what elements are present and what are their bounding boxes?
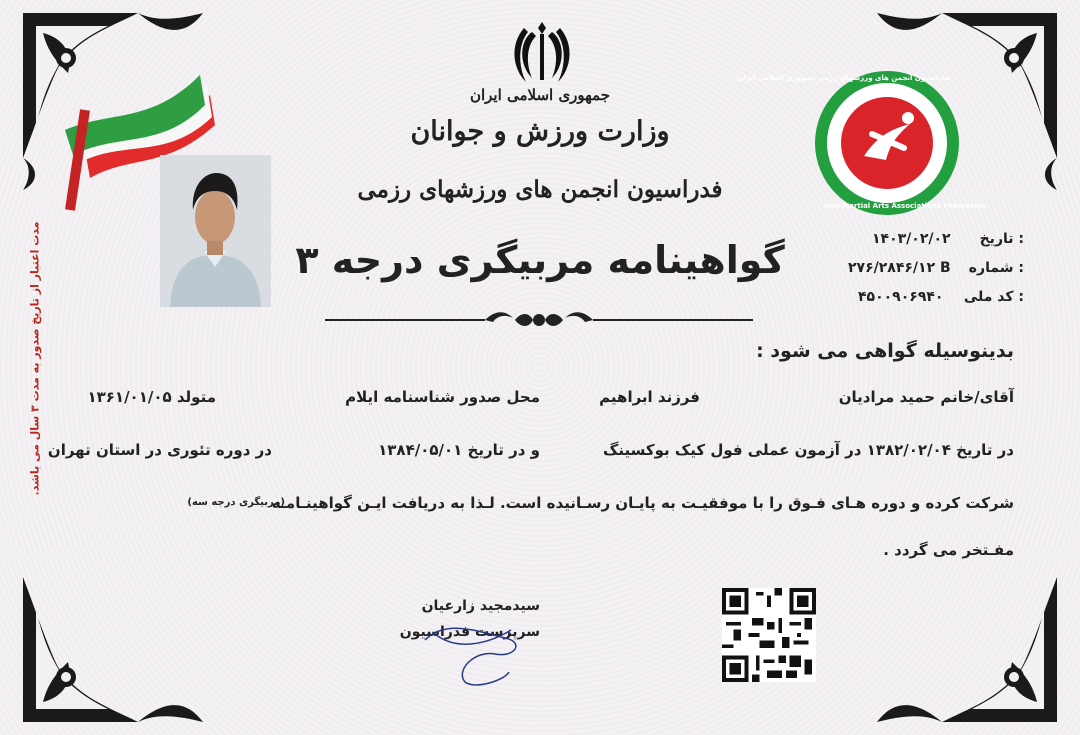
number-value: ۲۷۶/۲۸۴۶/۱۲ B — [848, 260, 951, 276]
grade-note: (مربیگری درجه سه) — [187, 497, 285, 508]
signer-role: سرپرست فدراسیون — [399, 624, 540, 640]
logo-arc-text-fa: فدراسیون انجمن های ورزشهای رزمی جمهوری اسلامی ایران — [737, 74, 950, 82]
validity-note: مدت اعتبار از تاریخ صدور به مدت ۳ سال می باشد. — [28, 221, 42, 496]
title-divider — [325, 308, 753, 332]
federation-heading: فدراسیون انجمن های ورزشهای رزمی — [357, 176, 723, 203]
signer-name: سیدمجید زارعیان — [421, 598, 540, 614]
closing-text: مفـتخر می گردد . — [883, 541, 1014, 559]
theory-place-text: در دوره تئوری در استان تهران — [47, 441, 272, 459]
completion-text: شرکت کرده و دوره هـای فـوق را با موفقیـت به پایـان رسـانیده است. لـذا به دریافت ایـن گواهینـامـه — [271, 494, 1014, 512]
corner-ornament-bottom-right — [872, 542, 1062, 727]
number-label: شماره : — [968, 260, 1024, 276]
national-code-label: کد ملی : — [963, 289, 1024, 305]
signature-scribble — [415, 610, 535, 690]
national-code-value: ۴۵۰۰۹۰۶۹۴۰ — [858, 289, 944, 305]
portrait-photo — [160, 155, 271, 307]
certificate-title: گواهینامه مربیگری درجه ۳ — [295, 238, 785, 282]
birth-date: متولد ۱۳۶۱/۰۱/۰۵ — [87, 388, 216, 406]
ministry-heading: وزارت ورزش و جوانان — [410, 116, 670, 147]
holder-name: آقای/خانم حمید مرادیان — [838, 388, 1014, 406]
date-value: ۱۴۰۳/۰۲/۰۲ — [872, 231, 951, 247]
theory-date-text: و در تاریخ ۱۳۸۴/۰۵/۰۱ — [378, 441, 540, 459]
republic-heading: جمهوری اسلامی ایران — [469, 86, 611, 104]
qr-code — [722, 588, 816, 682]
issue-place: محل صدور شناسنامه ایلام — [345, 388, 540, 406]
corner-ornament-bottom-left — [18, 542, 208, 727]
intro-text: بدینوسیله گواهی می شود : — [756, 340, 1014, 362]
father-name: فرزند ابراهیم — [599, 388, 700, 406]
date-label: تاریخ : — [979, 231, 1024, 247]
federation-logo — [737, 68, 987, 218]
practical-exam-text: در تاریخ ۱۳۸۲/۰۲/۰۴ در آزمون عملی فول کیک بوکسینگ — [603, 441, 1014, 459]
logo-arc-text-en: Iran Martial Arts Associations Federation — [824, 202, 987, 210]
iran-emblem-icon — [510, 18, 574, 86]
